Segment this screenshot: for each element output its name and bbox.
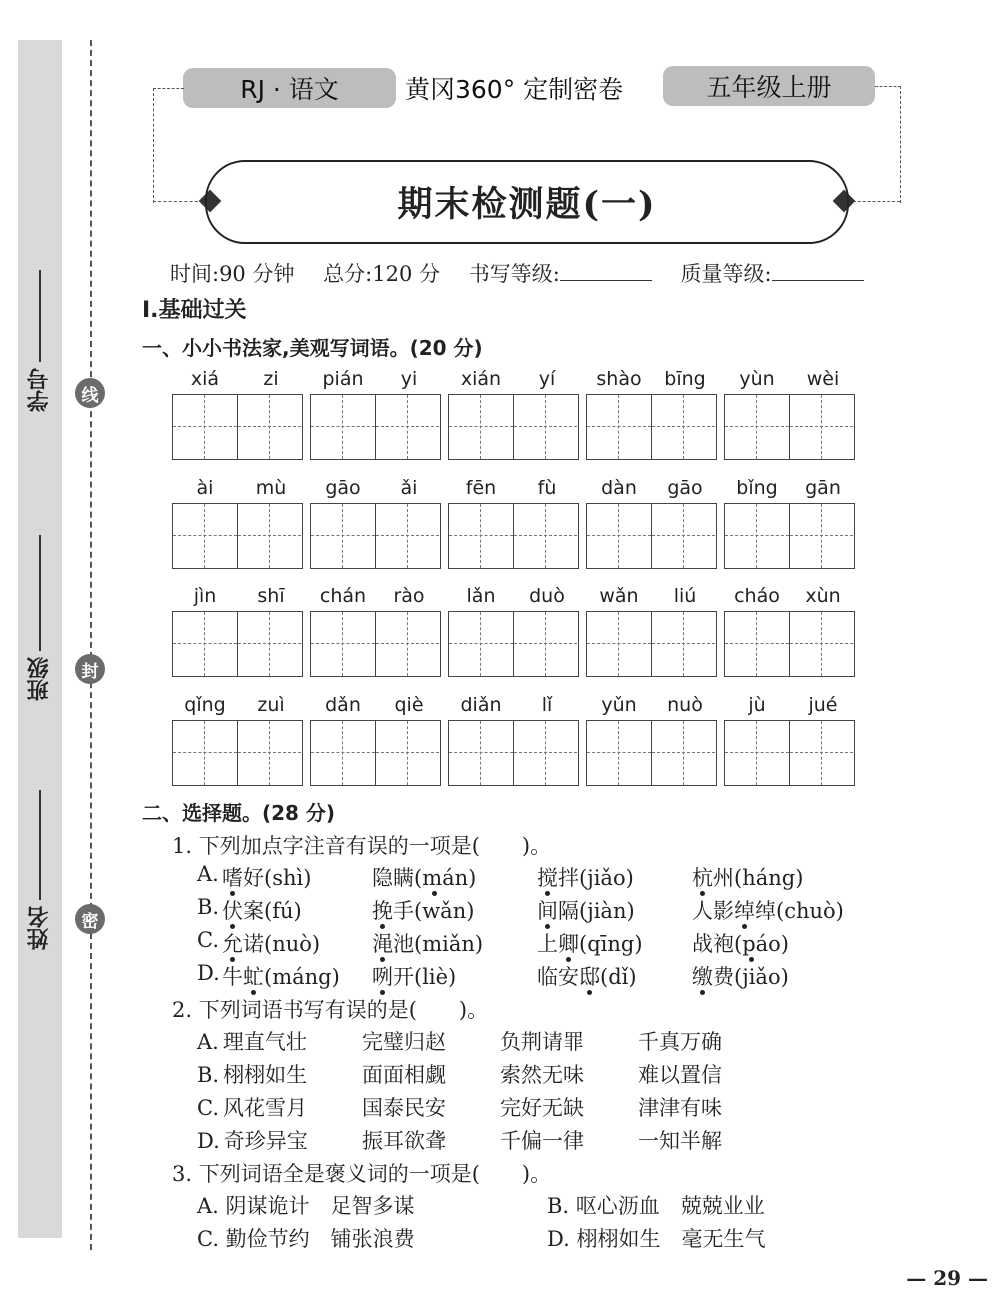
q2-word: 负荆请罪: [500, 1030, 584, 1054]
q2-word: 津津有味: [638, 1096, 722, 1120]
q1-option-c-label[interactable]: C.: [197, 928, 219, 952]
q2-word: 索然无味: [500, 1063, 584, 1087]
q2-option-b[interactable]: [197, 1059, 307, 1089]
tianzige-pair: [724, 611, 855, 677]
writing-cell[interactable]: [311, 721, 375, 785]
pinyin: [448, 477, 580, 503]
writing-cell[interactable]: [311, 395, 375, 459]
right-connector: [875, 86, 901, 203]
writing-cell[interactable]: [725, 504, 789, 568]
word-box: [724, 694, 856, 786]
left-connector: [153, 88, 184, 203]
word-box: [310, 585, 442, 677]
pinyin-syllable: mù: [255, 477, 287, 499]
pinyin-syllable: shī: [257, 585, 285, 607]
q2-option-d[interactable]: [197, 1125, 308, 1155]
pinyin: [172, 585, 304, 611]
writing-grade-label: 书写等级:: [468, 262, 560, 286]
tianzige-pair: [172, 394, 303, 460]
q2-word: 完璧归赵: [362, 1030, 446, 1054]
pinyin-syllable: nuò: [667, 694, 703, 716]
class-field[interactable]: 班级: [22, 535, 58, 701]
writing-cell[interactable]: [375, 504, 439, 568]
section2-heading: 二、选择题。(28 分): [142, 801, 336, 825]
word-box: [448, 368, 580, 460]
q2-word: 栩栩如生: [223, 1063, 308, 1087]
student-no-field[interactable]: 学号: [22, 270, 58, 412]
pinyin: [724, 368, 856, 394]
pinyin-syllable: fēn: [465, 477, 497, 499]
q2-option-a[interactable]: [197, 1026, 307, 1056]
total-info: 总分:120 分: [323, 262, 441, 286]
tianzige-pair: [172, 611, 303, 677]
tianzige-pair: [310, 503, 441, 569]
q1-a-2: 隐瞒(mán): [372, 866, 477, 890]
pinyin-syllable: dǎn: [325, 694, 361, 716]
tianzige-pair: [172, 503, 303, 569]
writing-cell[interactable]: [375, 721, 439, 785]
q1-c-2: 渑池(miǎn): [372, 932, 484, 956]
pinyin-syllable: gān: [805, 477, 841, 499]
q1-b-3: 间隔(jiàn): [537, 899, 635, 923]
pinyin-syllable: chán: [319, 585, 367, 607]
tianzige-pair: [724, 503, 855, 569]
word-box: [586, 694, 718, 786]
writing-cell[interactable]: [651, 721, 715, 785]
tianzige-pair: [586, 720, 717, 786]
word-box: [586, 477, 718, 569]
writing-cell[interactable]: [513, 395, 577, 459]
pinyin-syllable: duò: [529, 585, 565, 607]
pinyin: [448, 585, 580, 611]
page-number: — 29 —: [906, 1266, 988, 1290]
pinyin-syllable: yi: [400, 368, 418, 390]
tianzige-pair: [586, 394, 717, 460]
q1-c-4: 战袍(páo): [692, 932, 789, 956]
tianzige-pair: [724, 720, 855, 786]
pinyin-syllable: zi: [263, 368, 279, 390]
word-box: [172, 368, 304, 460]
tianzige-pair: [448, 611, 579, 677]
pinyin-syllable: xián: [460, 368, 502, 390]
word-box: [448, 585, 580, 677]
pinyin: [724, 477, 856, 503]
word-box: [310, 368, 442, 460]
writing-cell[interactable]: [513, 504, 577, 568]
quality-grade-label: 质量等级:: [680, 262, 772, 286]
tianzige-pair: [172, 720, 303, 786]
pinyin-syllable: wǎn: [599, 585, 639, 607]
tianzige-pair: [310, 611, 441, 677]
q1-d-4: 缴费(jiǎo): [692, 965, 789, 989]
q2-word: 完好无缺: [500, 1096, 584, 1120]
tianzige-pair: [448, 720, 579, 786]
exam-title-box: [205, 160, 849, 244]
pinyin-syllable: jué: [808, 694, 838, 716]
writing-cell[interactable]: [789, 504, 853, 568]
pinyin-syllable: ǎi: [400, 477, 418, 499]
writing-cell[interactable]: [237, 721, 301, 785]
time-info: 时间:90 分钟: [170, 262, 295, 286]
q1-c-1: 允诺(nuò): [222, 932, 321, 956]
section1-heading: 一、小小书法家,美观写词语。(20 分): [142, 336, 483, 360]
pinyin-syllable: zuì: [257, 694, 285, 716]
pinyin-syllable: wèi: [806, 368, 840, 390]
pinyin: [172, 477, 304, 503]
q2-word: 一知半解: [638, 1129, 722, 1153]
writing-cell[interactable]: [587, 612, 651, 676]
writing-cell[interactable]: [173, 395, 237, 459]
pinyin: [724, 585, 856, 611]
writing-cell[interactable]: [725, 721, 789, 785]
word-box: [724, 368, 856, 460]
word-box: [172, 477, 304, 569]
pinyin-syllable: yí: [538, 368, 556, 390]
pinyin: [310, 368, 442, 394]
pinyin-syllable: bīng: [664, 368, 706, 390]
exam-info: [170, 258, 886, 288]
pinyin: [448, 694, 580, 720]
pinyin: [172, 368, 304, 394]
seal-seal-badge: 封: [75, 654, 105, 684]
q2-option-label: D.: [197, 1129, 220, 1153]
writing-grade-blank[interactable]: [560, 280, 652, 281]
q3-option-b[interactable]: B. 呕心沥血 兢兢业业: [547, 1194, 765, 1218]
q3-stem: 3. 下列词语全是褒义词的一项是( )。: [172, 1162, 552, 1186]
tianzige-pair: [310, 720, 441, 786]
writing-cell[interactable]: [237, 395, 301, 459]
q2-word: 难以置信: [638, 1063, 722, 1087]
pinyin-syllable: jìn: [193, 585, 217, 607]
writing-cell[interactable]: [725, 395, 789, 459]
writing-cell[interactable]: [513, 612, 577, 676]
writing-cell[interactable]: [173, 504, 237, 568]
writing-cell[interactable]: [651, 612, 715, 676]
seal-secret-badge: 密: [75, 904, 105, 934]
pinyin-syllable: xùn: [805, 585, 841, 607]
pinyin-syllable: yùn: [739, 368, 775, 390]
writing-cell[interactable]: [375, 395, 439, 459]
pinyin: [310, 694, 442, 720]
pinyin-syllable: xiá: [190, 368, 220, 390]
pinyin-syllable: fù: [537, 477, 557, 499]
binding-dashed-line: [90, 40, 92, 1250]
name-field[interactable]: 姓名: [22, 790, 58, 950]
pinyin-syllable: bǐng: [736, 477, 778, 499]
q1-c-3: 上卿(qīng): [537, 932, 643, 956]
tianzige-pair: [448, 503, 579, 569]
subject-badge: RJ · 语文: [183, 68, 396, 108]
q1-b-1: 伏案(fú): [222, 899, 302, 923]
pinyin-syllable: cháo: [734, 585, 780, 607]
left-connector-bottom: [153, 201, 203, 202]
q2-option-label: C.: [197, 1096, 219, 1120]
pinyin: [310, 585, 442, 611]
word-box: [172, 585, 304, 677]
q2-word: 国泰民安: [362, 1096, 446, 1120]
q2-word: 风花雪月: [223, 1096, 307, 1120]
q2-option-label: A.: [197, 1030, 219, 1054]
q1-a-3: 搅拌(jiǎo): [537, 866, 634, 890]
pinyin-syllable: qǐng: [184, 694, 226, 716]
word-box: [172, 694, 304, 786]
pinyin-syllable: qiè: [394, 694, 424, 716]
word-box: [448, 477, 580, 569]
pinyin: [724, 694, 856, 720]
writing-cell[interactable]: [375, 612, 439, 676]
pinyin-syllable: pián: [322, 368, 364, 390]
writing-cell[interactable]: [311, 504, 375, 568]
word-box: [448, 694, 580, 786]
tianzige-pair: [586, 503, 717, 569]
word-box: [724, 585, 856, 677]
q1-a-4: 杭州(háng): [692, 866, 804, 890]
tianzige-pair: [586, 611, 717, 677]
writing-cell[interactable]: [449, 504, 513, 568]
q3-option-d[interactable]: D. 栩栩如生 毫无生气: [547, 1227, 766, 1251]
right-connector-bottom: [848, 201, 900, 202]
writing-cell[interactable]: [651, 395, 715, 459]
writing-cell[interactable]: [173, 612, 237, 676]
pinyin-syllable: liú: [673, 585, 697, 607]
writing-cell[interactable]: [789, 612, 853, 676]
pinyin: [586, 585, 718, 611]
q2-word: 面面相觑: [362, 1063, 446, 1087]
tianzige-pair: [448, 394, 579, 460]
writing-cell[interactable]: [789, 395, 853, 459]
writing-cell[interactable]: [651, 504, 715, 568]
q1-a-1: 嗜好(shì): [222, 866, 312, 890]
q1-option-b-label[interactable]: B.: [197, 895, 220, 919]
q1-b-2: 挽手(wǎn): [372, 899, 475, 923]
q3-option-c[interactable]: C. 勤俭节约 铺张浪费: [197, 1227, 415, 1251]
part-heading: Ⅰ.基础过关: [142, 298, 247, 323]
pinyin-syllable: lǐ: [541, 694, 553, 716]
grade-badge: 五年级上册: [663, 66, 875, 106]
pinyin-syllable: gāo: [667, 477, 703, 499]
pinyin: [172, 694, 304, 720]
writing-cell[interactable]: [587, 721, 651, 785]
quality-grade-blank[interactable]: [772, 280, 864, 281]
pinyin: [586, 368, 718, 394]
q1-d-2: 咧开(liè): [372, 965, 457, 989]
pinyin-syllable: dàn: [601, 477, 637, 499]
pinyin-syllable: ài: [196, 477, 214, 499]
pinyin-syllable: shào: [596, 368, 642, 390]
pinyin: [310, 477, 442, 503]
q2-word: 振耳欲聋: [362, 1129, 446, 1153]
pinyin: [586, 477, 718, 503]
writing-cell[interactable]: [237, 504, 301, 568]
q2-word: 千偏一律: [500, 1129, 584, 1153]
writing-cell[interactable]: [311, 612, 375, 676]
q1-option-a-label[interactable]: A.: [197, 862, 219, 886]
q2-option-c[interactable]: [197, 1092, 307, 1122]
pinyin-syllable: diǎn: [460, 694, 502, 716]
pinyin: [586, 694, 718, 720]
q3-option-a[interactable]: A. 阴谋诡计 足智多谋: [197, 1194, 415, 1218]
q1-d-3: 临安邸(dǐ): [537, 965, 637, 989]
q1-b-4: 人影绰绰(chuò): [692, 899, 844, 923]
series-title: 黄冈360° 定制密卷: [405, 75, 624, 104]
writing-cell[interactable]: [449, 721, 513, 785]
q2-word: 理直气壮: [222, 1030, 307, 1054]
q2-option-label: B.: [197, 1063, 220, 1087]
pinyin-syllable: rào: [393, 585, 425, 607]
q1-d-1: 牛虻(máng): [222, 965, 340, 989]
word-box: [310, 694, 442, 786]
q1-stem: 1. 下列加点字注音有误的一项是( )。: [172, 834, 552, 858]
pinyin-syllable: yǔn: [601, 694, 637, 716]
word-box: [310, 477, 442, 569]
pinyin-syllable: lǎn: [466, 585, 496, 607]
word-box: [586, 585, 718, 677]
writing-cell[interactable]: [587, 504, 651, 568]
exam-title: 期末检测题(一): [397, 184, 657, 225]
pinyin: [448, 368, 580, 394]
pinyin-syllable: jù: [748, 694, 766, 716]
seal-line-badge: 线: [75, 378, 105, 408]
writing-cell[interactable]: [725, 612, 789, 676]
word-box: [586, 368, 718, 460]
q2-stem: 2. 下列词语书写有误的是( )。: [172, 998, 489, 1022]
writing-cell[interactable]: [449, 612, 513, 676]
writing-cell[interactable]: [587, 395, 651, 459]
writing-cell[interactable]: [789, 721, 853, 785]
writing-cell[interactable]: [449, 395, 513, 459]
word-box: [724, 477, 856, 569]
tianzige-pair: [310, 394, 441, 460]
q2-word: 奇珍异宝: [223, 1129, 308, 1153]
q2-word: 千真万确: [638, 1030, 722, 1054]
writing-cell[interactable]: [513, 721, 577, 785]
tianzige-pair: [724, 394, 855, 460]
writing-cell[interactable]: [173, 721, 237, 785]
writing-cell[interactable]: [237, 612, 301, 676]
q1-option-d-label[interactable]: D.: [197, 961, 220, 985]
pinyin-syllable: gāo: [325, 477, 361, 499]
